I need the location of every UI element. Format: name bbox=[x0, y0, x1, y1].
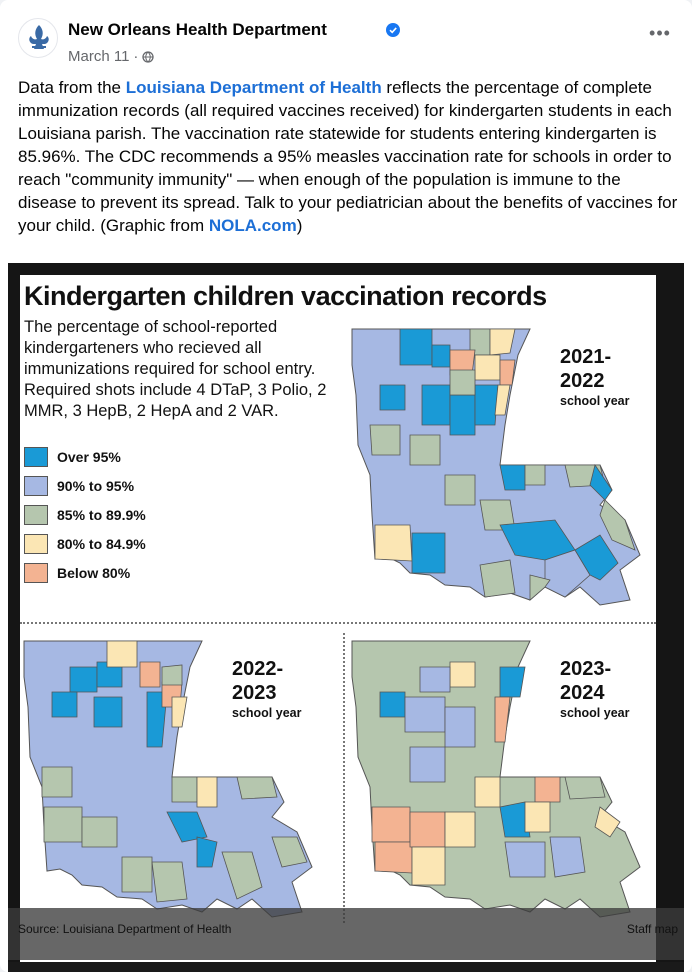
page-name[interactable]: New Orleans Health Department bbox=[68, 20, 327, 39]
legend-label: Over 95% bbox=[57, 449, 121, 465]
link-louisiana-dept-health[interactable]: Louisiana Department of Health bbox=[125, 78, 382, 97]
school-year-label: school year bbox=[560, 394, 630, 408]
link-nola[interactable]: NOLA.com bbox=[208, 216, 297, 235]
dotted-divider bbox=[20, 622, 656, 624]
caption-text: Data from the bbox=[18, 78, 126, 97]
image-footer-overlay bbox=[8, 908, 684, 960]
legend-swatch bbox=[24, 563, 48, 583]
legend-swatch bbox=[24, 476, 48, 496]
legend-label: Below 80% bbox=[57, 565, 131, 581]
school-year-label: school year bbox=[560, 706, 630, 720]
legend-swatch bbox=[24, 447, 48, 467]
legend-label: 85% to 89.9% bbox=[57, 507, 146, 523]
year-end: 2023 bbox=[232, 682, 277, 704]
year-start: 2023- bbox=[560, 658, 612, 680]
more-options-button[interactable]: ••• bbox=[649, 23, 671, 43]
legend-label: 80% to 84.9% bbox=[57, 536, 146, 552]
fleur-de-lis-logo bbox=[19, 19, 58, 58]
year-end: 2022 bbox=[560, 370, 605, 392]
caption-text: reflects the percentage of complete immunization records (all required vaccines received) for kindergarten students in each Louisiana parish. The vaccination rate statewide for students entering kindergarten is 85.96%. The CDC recommends a 95% measles vaccination rate for schools in order to reach "community immunity" — when enough of the population is immune to the disease to prevent its spread. Talk to your pediatrician about the benefits of vaccines for your child. (Graphic from bbox=[18, 78, 678, 235]
year-label-2021-2022 bbox=[560, 345, 629, 409]
year-end: 2024 bbox=[560, 682, 605, 704]
graphic-title: Kindergarten children vaccination records bbox=[24, 281, 547, 311]
graphic-subtitle: The percentage of school-reported kindergarteners who recieved all immunizations required for school entry. Required shots include 4 DTaP, 3 Polio, 2 MMR, 3 HepB, 2 HepA and 2 VAR. bbox=[24, 318, 327, 420]
staff-credit: Staff map bbox=[626, 922, 678, 936]
year-start: 2022- bbox=[232, 658, 284, 680]
post-header bbox=[18, 16, 678, 70]
page-avatar[interactable] bbox=[18, 18, 58, 58]
legend-swatch bbox=[24, 505, 48, 525]
school-year-label: school year bbox=[232, 706, 302, 720]
post-caption bbox=[18, 76, 678, 237]
post-image[interactable] bbox=[8, 263, 684, 972]
vaccination-graphic bbox=[20, 275, 656, 962]
source-credit: Source: Louisiana Department of Health bbox=[18, 922, 232, 936]
legend-label: 90% to 95% bbox=[57, 478, 135, 494]
image-bottom-edge bbox=[8, 962, 684, 972]
year-label-2022-2023 bbox=[232, 657, 301, 721]
dotted-divider bbox=[343, 633, 345, 923]
globe-icon bbox=[142, 51, 154, 63]
year-label-2023-2024 bbox=[560, 657, 629, 721]
verified-badge-icon bbox=[386, 23, 400, 37]
post-meta bbox=[68, 48, 154, 65]
caption-text: ) bbox=[296, 216, 303, 235]
year-start: 2021- bbox=[560, 346, 612, 368]
meta-separator: · bbox=[133, 48, 139, 65]
post-date[interactable]: March 11 bbox=[68, 48, 130, 65]
legend-swatch bbox=[24, 534, 48, 554]
